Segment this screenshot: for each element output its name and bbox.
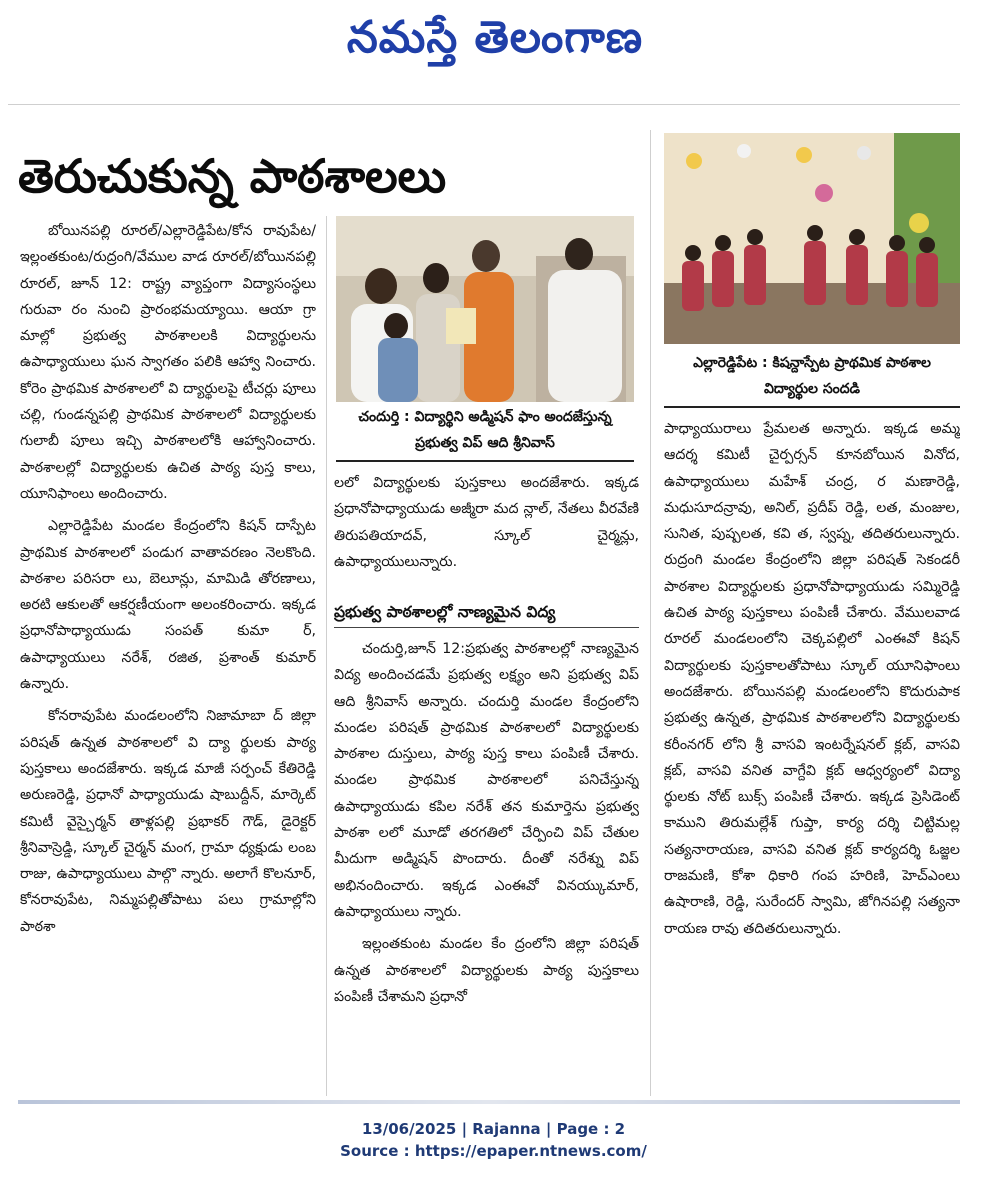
source-link[interactable]: Source : https://epaper.ntnews.com/ [340, 1142, 647, 1160]
photo-admission-form [336, 216, 634, 402]
paragraph: చందుర్తి,జూన్ 12:ప్రభుత్వ పాఠశాలల్లో నాణ్యమైన విద్య అందించడమే ప్రభుత్వ లక్ష్యం అని ప్రభుత్వ విప్ ఆది శ్రీనివాస్ అన్నారు. చందుర్తి మండల కేంద్రంలోని మండల పరిషత్ ప్రాథమిక పాఠశాలలో విద్యార్థులకు పాఠశాల దుస్తులు, పాఠ్య పుస్త కాలు పంపిణీ చేశారు. మండల ప్రాథమిక పాఠశాలలో పనిచేస్తున్న ఉపాధ్యాయుడు కపిల నరేశ్ తన కుమార్తెను ప్రభుత్వ పాఠశా లలో మూడో తరగతిలో చేర్పించి విప్ చేతుల మీదుగా అడ్మిషన్ పొందారు. దీంతో నరేశ్ను విప్ అభినందించారు. ఇక్కడ ఎంఈవో వినయ్కుమార్, ఉపాధ్యాయులు న్నారు. [334, 641, 639, 920]
page-bottom-strip [18, 1100, 960, 1104]
article-column-1 [20, 218, 316, 1088]
page-footer [0, 1118, 987, 1162]
paragraph: కోనరావుపేట మండలంలోని నిజామాబా ద్ జిల్లా పరిషత్ ఉన్నత పాఠశాలలో వి ద్యా ర్థులకు పాఠ్య పుస్తకాలు అందజేశారు. ఇక్కడ మాజీ సర్పంచ్ కేతిరెడ్డి అరుణరెడ్డి, ప్రధానో పాధ్యాయుడు షాబుద్దీన్, మార్కెట్ కమిటీ వైస్చైర్మన్ తాళ్లపల్లి ప్రభాకర్ గౌడ్, డైరెక్టర్ శ్రీనివాస్రెడ్డి, స్కూల్ చైర్మన్ మంగ, గ్రామా ధ్యక్షుడు లంబ రాజు, ఉపాధ్యాయులు పాల్గొ న్నారు. అలాగే కొలనూర్, కోనరావుపేట, నిమ్మపల్లితోపాటు పలు గ్రామాల్లోని పాఠశా [20, 708, 316, 935]
article-subheading: ప్రభుత్వ పాఠశాలల్లో నాణ్యమైన విద్య [334, 597, 639, 628]
photo-illustration [336, 216, 634, 402]
paragraph: ఎల్లారెడ్డిపేట మండల కేంద్రంలోని కిషన్ దాస్పేట ప్రాథమిక పాఠశాలలో పండుగ వాతావరణం నెలకొంది. పాఠశాల పరిసరా లు, బెలూన్లు, మామిడి తోరణాలు, అరటి ఆకులతో ఆకర్షణీయంగా అలంకరించారు. ఇక్కడ ప్రధానోపాధ్యాయుడు సంపత్ కుమా ర్, ఉపాధ్యాయులు నరేశ్, రజిత, ప్రశాంత్ కుమార్ ఉన్నారు. [20, 518, 316, 693]
photo-students-celebration [664, 133, 960, 344]
paragraph: ఇల్లంతకుంట మండల కేం ద్రంలోని జిల్లా పరిషత్ ఉన్నత పాఠశాలలో విద్యార్థులకు పాఠ్య పుస్తకాలు పంపిణీ చేశామని ప్రధానో [334, 936, 639, 1005]
article-column-3 [664, 416, 960, 1086]
article-headline: తెరుచుకున్న పాఠశాలలు [18, 149, 447, 203]
masthead-divider [8, 104, 960, 105]
photo-caption: చందుర్తి : విద్యార్థిని అడ్మిషన్ ఫాం అందజేస్తున్న ప్రభుత్వ విప్ ఆది శ్రీనివాస్ [336, 404, 634, 462]
paragraph: లలో విద్యార్థులకు పుస్తకాలు అందజేశారు. ఇక్కడ ప్రధానోపాధ్యాయుడు అజ్మీరా మద న్లాల్, నేతలు వీరవేణి తిరుపతియాదవ్, స్కూల్ చైర్మన్లు, ఉపాధ్యాయులున్నారు. [334, 475, 639, 570]
paragraph: పాధ్యాయురాలు ప్రేమలత అన్నారు. ఇక్కడ అమ్మ ఆదర్శ కమిటీ చైర్పర్సన్ కూనబోయిన వినోద, ఉపాధ్యాయులు మహేశ్ చంద్ర, ర మణారెడ్డి, మధుసూదన్రావు, అనిల్, ప్రదీప్ రెడ్డి, లత, మంజుల, సునిత, పుష్పలత, కవి త, స్వప్న, తదితరులున్నారు. రుద్రంగి మండల కేంద్రంలోని జిల్లా పరిషత్ సెకండరీ పాఠశాల విద్యార్థులకు ప్రధానోపాధ్యాయుడు సమ్మిరెడ్డి ఉచిత పాఠ్య పుస్తకాలు పంపిణీ చేశారు. వేములవాడ రూరల్ మండలంలోని చెక్కపల్లిలో ఎంఈవో కిషన్ విద్యార్థులకు పుస్తకాలతోపాటు స్కూల్ యూనిఫాంలు అందజేశారు. బోయినపల్లి మండలంలోని కొదురుపాక ప్రభుత్వ ఉన్నత, ప్రాథమిక పాఠశాలలోని విద్యార్థులకు కరీంనగర్ లోని శ్రీ వాసవి ఇంటర్నేషనల్ క్లబ్, వాసవి క్లబ్, వాసవి వనిత వాగ్దేవి క్లబ్ ఆధ్వర్యంలో విద్యా ర్థులకు నోట్ బుక్స్ పంపిణీ చేశారు. ఇక్కడ ప్రెసిడెంట్ కాముని తిరుమల్లేశ్ గుప్తా, కార్య దర్శి చిట్టిమల్ల సత్యనారాయణ, వాసవి వనిత క్లబ్ కార్యదర్శి ఓజ్జల రాజమణి, కోశా ధికారి గంప హరిణి, హెచ్ఎంలు ఉషారాణి, రెడ్డి, సురేందర్ స్వామి, జోగినపల్లి సత్యనా రాయణ రావు తదితరులున్నారు. [664, 421, 960, 937]
photo-illustration [664, 133, 960, 344]
photo-caption: ఎల్లారెడ్డిపేట : కిషన్దాస్పేట ప్రాథమిక పాఠశాల విద్యార్థుల సందడి [664, 350, 960, 408]
masthead [0, 0, 987, 100]
newspaper-logo: నమస్తే తెలంగాణ [346, 12, 644, 63]
column-divider [650, 130, 651, 1096]
paragraph: బోయినపల్లి రూరల్/ఎల్లారెడ్డిపేట/కోన రావుపేట/ఇల్లంతకుంట/రుద్రంగి/వేముల వాడ రూరల్/బోయినపల్లి రూరల్, జూన్ 12: రాష్ట్ర వ్యాప్తంగా విద్యాసంస్థలు గురువా రం నుంచి ప్రారంభమయ్యాయి. ఆయా గ్రా మాల్లో ప్రభుత్వ పాఠశాలలకి విద్యార్థులను ఉపాధ్యాయులు ఘన స్వాగతం పలికి ఆహ్వా నించారు. కోరెం ప్రాథమిక పాఠశాలలో వి ద్యార్థులపై టీచర్లు పూలు చల్లి, గుండన్నపల్లి ప్రాథమిక పాఠశాలలో విద్యార్థులకు గులాబీ పూలు ఇచ్చి పాఠశాలలోకి ఆహ్వానించారు. పాఠశాలల్లో విద్యార్థులకు ఉచిత పాఠ్య పుస్త కాలు, యూనిఫాంలు అందించారు. [20, 223, 316, 502]
column-divider [326, 216, 327, 1096]
article-column-2-continuation [334, 470, 639, 590]
article-column-2 [334, 636, 639, 1096]
edition-info: 13/06/2025 | Rajanna | Page : 2 [361, 1120, 626, 1138]
